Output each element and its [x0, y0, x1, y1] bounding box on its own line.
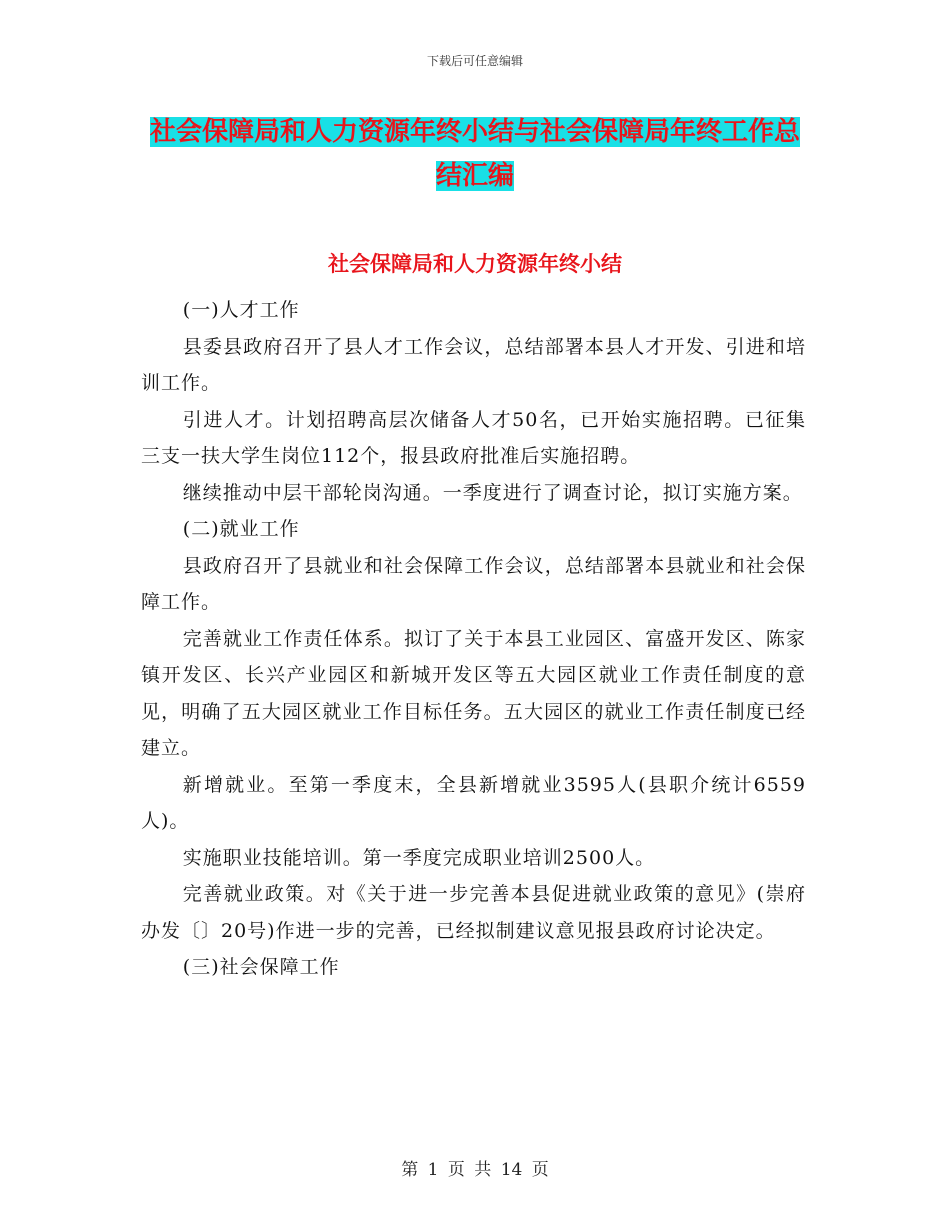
paragraph: 继续推动中层干部轮岗沟通。一季度进行了调查讨论，拟订实施方案。 [182, 481, 803, 504]
document-title-text: 社会保障局和人力资源年终小结与社会保障局年终工作总结汇编 [149, 117, 800, 191]
page-footer: 第 1 页 共 14 页 [401, 1160, 549, 1180]
document-body [141, 292, 806, 986]
paragraph: 完善就业工作责任体系。拟订了关于本县工业园区、富盛开发区、陈家镇开发区、长兴产业园区和新城开发区等五大园区就业工作责任制度的意见，明确了五大园区就业工作目标任务。五大园区的就业工作责任制度已经建立。 [141, 627, 806, 759]
paragraph: (二)就业工作 [182, 518, 300, 540]
paragraph: 引进人才。计划招聘高层次储备人才50名，已开始实施招聘。已征集三支一扶大学生岗位112个，报县政府批准后实施招聘。 [141, 408, 806, 467]
paragraph: 县政府召开了县就业和社会保障工作会议，总结部署本县就业和社会保障工作。 [141, 554, 806, 613]
header-note: 下载后可任意编辑 [426, 54, 523, 68]
section-title: 社会保障局和人力资源年终小结 [328, 252, 622, 276]
paragraph: 新增就业。至第一季度末，全县新增就业3595人(县职介统计6559人)。 [141, 773, 806, 832]
paragraph: 实施职业技能培训。第一季度完成职业培训2500人。 [182, 846, 656, 869]
document-title [140, 110, 810, 198]
paragraph: (一)人才工作 [182, 299, 300, 321]
paragraph: 完善就业政策。对《关于进一步完善本县促进就业政策的意见》(崇府办发〔〕20号)作进一步的完善，已经拟制建议意见报县政府讨论决定。 [141, 883, 806, 942]
paragraph: (三)社会保障工作 [182, 956, 340, 978]
paragraph: 县委县政府召开了县人才工作会议，总结部署本县人才开发、引进和培训工作。 [141, 335, 806, 394]
